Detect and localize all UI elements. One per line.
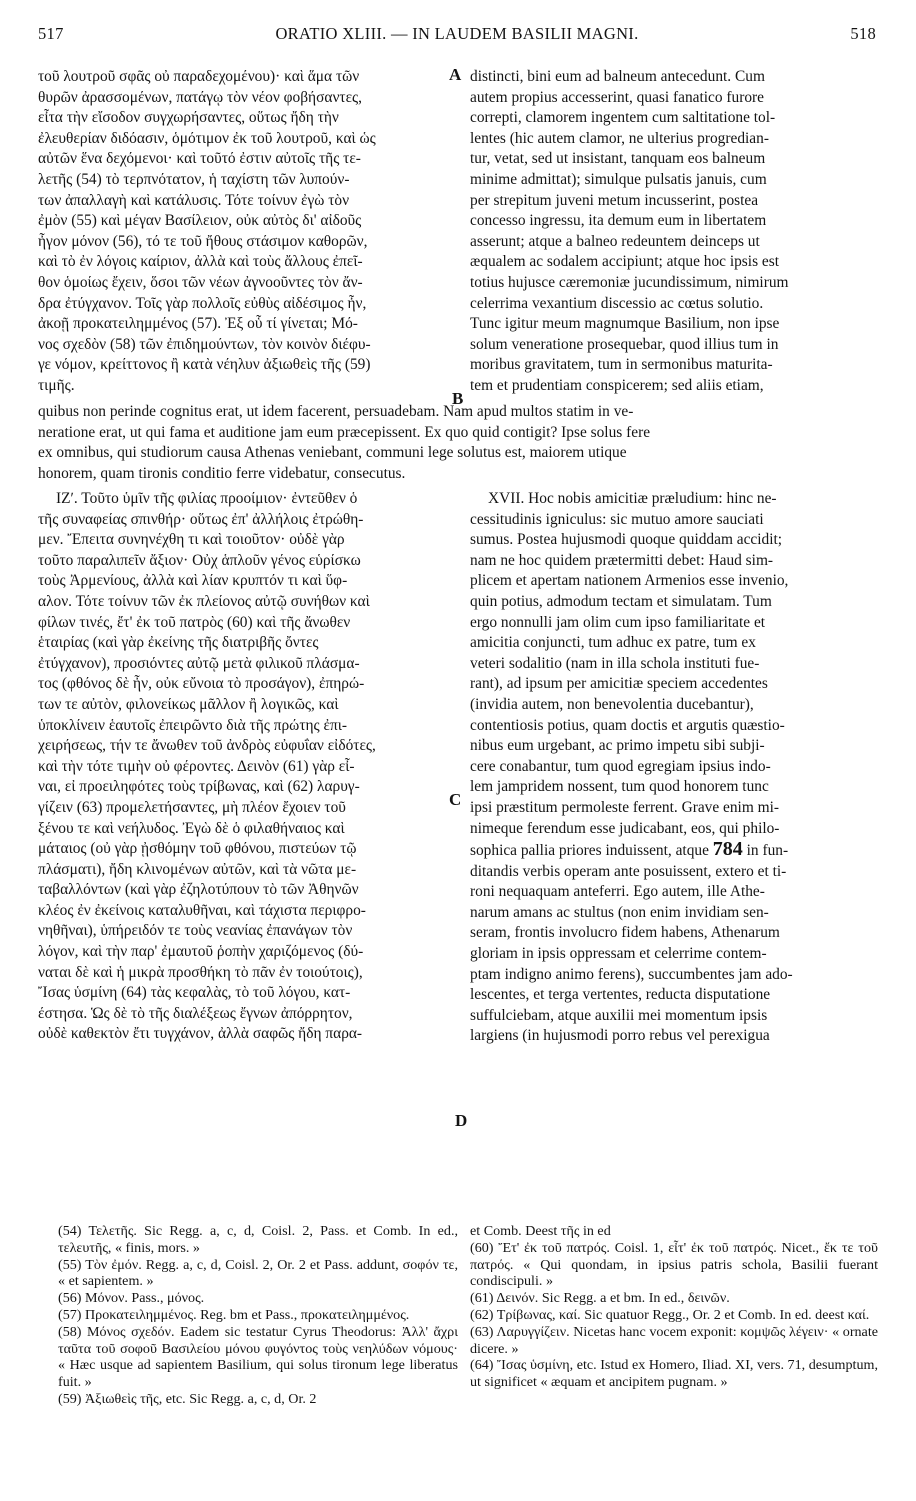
text-line: sumus. Postea hujusmodi quoque quiddam accidit; <box>470 531 783 549</box>
text-line: τος (φθόνος δὲ ἦν, οὐκ εὔνοια τὸ προσάγον), ἐπηρώ- <box>38 675 365 693</box>
text-line: ναται δὲ καὶ ἡ μικρὰ προσθήκη τὸ πᾶν ἐν τοιούτοις), <box>38 963 363 981</box>
latin-column-top <box>470 67 878 397</box>
margin-letter-a: A <box>449 65 462 84</box>
text-line: γίζειν (63) προμελετήσαντες, μὴ πλέον ἔχοιεν τοῦ <box>38 798 346 816</box>
text-line: ἐτύγχανον), προσιόντες αὐτῷ μετὰ φιλικοῦ πλάσμα- <box>38 654 360 672</box>
text-line <box>470 839 878 862</box>
text-line: τιμῆς. <box>38 376 75 394</box>
footnote: (63) Λαρυγγίζειν. Nicetas hanc vocem exponit: κομψῶς λέγειν· « ornate dicere. » <box>470 1323 878 1357</box>
text-line: τῆς συναφείας σπινθήρ· οὕτως ἐπ' ἀλλήλοις ἐτρώθη- <box>38 510 364 528</box>
text-line: concesso ingressu, ita demum eum in libertatem <box>470 212 767 230</box>
text-line: roni nequaquam anteferri. Ego autem, ille Athe- <box>470 883 765 901</box>
footnote: (64) Ἴσας ὑσμίνη, etc. Istud ex Homero, Iliad. XI, vers. 71, desumptum, ut significet « æquam et ancipitem pugnam. » <box>470 1357 878 1391</box>
text-line: θυρῶν ἀρασσομένων, πατάγῳ τὸν νέον φοβήσαντες, <box>38 88 362 106</box>
text-line: cere conabantur, tum quod egregiam ipsius indo- <box>470 757 771 775</box>
text-fragment: sophica pallia priores induissent, atque <box>470 842 709 860</box>
text-line: τοῦ λουτροῦ σφᾶς οὐ παραδεχομένου)· καὶ ἅμα τῶν <box>38 68 360 85</box>
footnote: (61) Δεινόν. Sic Regg. a et bm. In ed., δεινῶν. <box>470 1290 730 1307</box>
text-line: per strepitum juveni metum incusserint, postea <box>470 191 759 209</box>
footnote: et Comb. Deest τῆς in ed <box>470 1223 611 1239</box>
greek-column-top <box>38 67 456 397</box>
text-line: narum amans ac stultus (non enim invidiam sen- <box>470 903 769 921</box>
section-heading-line: XVII. Hoc nobis amicitiæ præludium: hinc ne- <box>488 490 777 507</box>
text-line: ὑποκλίνειν ἑαυτοῖς ἐπειρῶντο διὰ τῆς πρώτης ἐπι- <box>38 716 347 734</box>
page-break-number: 784 <box>712 838 743 861</box>
footnote: (54) Τελετῆς. Sic Regg. a, c, d, Coisl. 2, Pass. et Comb. In ed., τελευτῆς, « finis, mors. » <box>58 1223 458 1256</box>
text-line: celerrima vexantium discessio ac cœtus solutio. <box>470 294 764 312</box>
text-line: ἀκοῇ προκατειλημμένος (57). Ἐξ οὗ τί γίνεται; Μό- <box>38 315 358 333</box>
running-header <box>38 24 876 48</box>
footnote: (59) Ἀξιωθεὶς τῆς, etc. Sic Regg. a, c, d, Or. 2 <box>58 1390 317 1407</box>
footnote: (62) Τρίβωνας, καί. Sic quatuor Regg., Or. 2 et Comb. In ed. deest καί. <box>470 1306 870 1323</box>
text-line: lescentes, et terga vertentes, reducta disputatione <box>470 986 771 1004</box>
text-line: correpti, clamorem ingentem cum saltitatione tol- <box>470 109 776 127</box>
running-title: ORATIO XLIII. — IN LAUDEM BASILII MAGNI. <box>275 24 639 43</box>
text-line: gloriam in ipsis oppressam et celerrime contem- <box>470 945 767 963</box>
text-line: nimeque ferendum esse judicabant, eos, qui philo- <box>470 819 780 837</box>
text-line: Ἴσας ὑσμίνη (64) τὰς κεφαλὰς, τὸ τοῦ λόγου, κατ- <box>38 984 351 1002</box>
text-line: των τε αὐτὸν, φιλονείκως μᾶλλον ἢ λογικῶς, καὶ <box>38 695 339 713</box>
text-line: κλέος ἐν ἐκείνοις καταλυθῆναι, καὶ τάχιστα περιφρο- <box>38 901 366 919</box>
text-line: λόγον, καὶ τὴν παρ' ἐμαυτοῦ ῥοπὴν χαριζόμενος (δύ- <box>38 943 364 961</box>
text-line: τοῦτο παραλιπεῖν ἄξιον· Οὐχ ἁπλοῦν γένος εὑρίσκω <box>38 551 361 569</box>
text-line: distincti, bini eum ad balneum antecedunt. Cum <box>470 68 765 85</box>
text-line: καὶ τὴν τότε τιμὴν οὐ φέροντες. Δεινὸν (61) γὰρ εἶ- <box>38 757 355 775</box>
text-line: minime admittat); simulque pulsatis januis, cum <box>470 170 767 188</box>
text-line: ταβαλλόντων (καὶ γὰρ ἐζηλοτύπουν τὸ τῶν Ἀθηνῶν <box>38 881 359 899</box>
text-line: θον ὁμοίως ἔχειν, ὅσοι τῶν νέων ἀγνοοῦντες τὸν ἄν- <box>38 273 363 291</box>
text-line: ἐλευθερίαν διδόασιν, ὁμότιμον ἐκ τοῦ λουτροῦ, καὶ ὡς <box>38 129 376 147</box>
text-line: cessitudinis igniculus: sic mutuo amore sauciati <box>470 510 764 528</box>
text-line: γε νόμον, κρείττονος ἢ κατὰ νέηλυν ἀξιωθεὶς τῆς (59) <box>38 356 371 374</box>
margin-letter-b: B <box>452 389 464 408</box>
text-line: ditandis verbis operam ante posuissent, extero et ti- <box>470 862 787 880</box>
margin-letter-c: C <box>449 790 462 809</box>
text-line: moribus gravitatem, tum in sermonibus maturita- <box>470 356 773 374</box>
margin-letter-d: D <box>455 1111 468 1130</box>
text-line: (invidia autem, non benevolentia ducebantur), <box>470 695 754 713</box>
footnotes-right <box>470 1223 878 1391</box>
text-line: ipsi præstitum permoleste ferrent. Grave enim mi- <box>470 798 780 816</box>
text-line: ἦγον μόνον (56), τό τε τοῦ ἤθους στάσιμον καθορῶν, <box>38 232 368 250</box>
text-line: quibus non perinde cognitus erat, ut idem facerent, persuadebam. Nam apud multos statim in ve- <box>38 403 634 420</box>
text-line: largiens (in hujusmodi porro rebus vel perexigua <box>470 1027 770 1045</box>
text-line: μάταιος (οὐ γὰρ ᾐσθόμην τοῦ φθόνου, πιστεύων τῷ <box>38 840 357 858</box>
text-line: solum veneratione prosequebar, quod illius tum in <box>470 335 779 353</box>
text-line: seram, frontis involucro fidem habens, Athenarum <box>470 924 780 942</box>
text-line: ἐμὸν (55) καὶ μέγαν Βασίλειον, οὐκ αὐτὸς δι' αἰδοῦς <box>38 212 362 230</box>
text-fragment: in fun- <box>746 842 789 860</box>
text-line: ἑταιρίας (καὶ γὰρ ἐκείνης τῆς διατριβῆς ὄντες <box>38 634 319 652</box>
footnote: (57) Προκατειλημμένος. Reg. bm et Pass., προκατειλημμένος. <box>58 1306 410 1323</box>
footnote: (55) Τὸν ἐμόν. Regg. a, c, d, Coisl. 2, Or. 2 et Pass. addunt, σοφόν τε, « et sapientem. » <box>58 1256 458 1290</box>
latin-column-bottom <box>470 489 878 1047</box>
text-line: suffulciebam, atque auxilii mei momentum ipsis <box>470 1006 768 1024</box>
section-heading-line: ΙΖʹ. Τοῦτο ὑμῖν τῆς φιλίας προοίμιον· ἐντεῦθεν ὁ <box>56 490 358 507</box>
text-line: δρα ἐτύγχανον. Τοῖς γὰρ πολλοῖς εὐθὺς αἰδέσιμος ἦν, <box>38 294 367 312</box>
text-line: εἶτα τὴν εἴσοδον συγχωρήσαντες, οὕτως ἤδη τὴν <box>38 109 339 127</box>
text-line: ptam indigno animo ferens), succumbentes jam ado- <box>470 965 793 983</box>
text-line: neratione erat, ut qui fama et auditione jam eum præcepissent. Ex quo quid contigit? Ipse solus fere <box>38 423 651 441</box>
text-line: nibus eum urgebant, ac primo impetu sibi subji- <box>470 737 765 755</box>
text-line: lentes (hic autem clamor, ne ulterius progredian- <box>470 129 769 147</box>
text-line: nam ne hoc quidem prætermitti debet: Haud sim- <box>470 551 774 569</box>
latin-full-width <box>38 402 878 484</box>
text-line: αλον. Τότε τοίνυν τῶν ἐκ πλείονος αὐτῷ συνήθων καὶ <box>38 592 370 610</box>
text-line: tem et prudentiam conspicerem; sed aliis etiam, <box>470 376 764 394</box>
text-line: lem jampridem nossent, tum quod honorem tunc <box>470 778 769 796</box>
text-line: quin potius, admodum tectam et simulatam. Tum <box>470 592 772 610</box>
text-line: ναι, εἰ προειληφότες τοὺς τρίβωνας, καὶ (62) λαρυγ- <box>38 778 360 796</box>
text-line: φίλων τινές, ἔτ' ἐκ τοῦ πατρὸς (60) καὶ τῆς ἄνωθεν <box>38 613 351 631</box>
text-line: ξένου τε καὶ νεήλυδος. Ἐγὼ δὲ ὁ φιλαθήναιος καὶ <box>38 819 345 837</box>
text-line: autem propius accesserint, quasi fanatico furore <box>470 88 765 106</box>
text-line: έστησα. Ὡς δὲ τὸ τῆς διαλέξεως ἔγνων ἀπόρρητον, <box>38 1004 353 1022</box>
text-line: tur, vetat, sed ut insistant, tanquam eos balneum <box>470 150 766 168</box>
text-line: veteri sodalitio (nam in illa schola instituti fue- <box>470 654 760 672</box>
text-line: πλάσματι), ἤδη κλινομένων αὐτῶν, καὶ τὰ νῶτα με- <box>38 860 357 878</box>
text-line: rant), ad ipsum per amicitiæ speciem accedentes <box>470 675 768 693</box>
text-line: καὶ τὸ ἐν λόγοις καίριον, ἀλλὰ καὶ τοὺς ἄλλους ἐπεῖ- <box>38 253 363 271</box>
footnote: (56) Μόνον. Pass., μόνος. <box>58 1290 205 1307</box>
greek-column-bottom <box>38 489 456 1045</box>
page-number-right: 518 <box>850 24 876 43</box>
text-line: αὐτῶν ἕνα δεχόμενοι· καὶ τοῦτό ἐστιν αὐτοῖς τῆς τε- <box>38 150 361 168</box>
text-line: contentiosis potius, quam doctis et argutis quæstio- <box>470 716 785 734</box>
text-line: λετῆς (54) τὸ τερπνότατον, ἡ ταχίστη τῶν λυπούν- <box>38 170 350 188</box>
text-line: æqualem ac sodalem accipiunt; atque hoc ipsis est <box>470 253 780 271</box>
text-line: τοὺς Ἀρμενίους, ἀλλὰ καὶ λίαν κρυπτόν τι καὶ ὕφ- <box>38 572 348 590</box>
text-line: Tunc igitur meum magnumque Basilium, non ipse <box>470 315 780 333</box>
text-line: νηθῆναι), ὑπήρειδόν τε τοὺς νεανίας ἐπανάγων τὸν <box>38 922 353 940</box>
page-number-left: 517 <box>38 24 64 43</box>
text-line: νος σχεδὸν (58) τῶν ἐπιδημούντων, τὸν κοινὸν διέφυ- <box>38 335 371 353</box>
text-line: honorem, quam tironis conditio ferre videbatur, consecutus. <box>38 464 406 482</box>
text-line: plicem et apertam nationem Armenios esse invenio, <box>470 572 789 590</box>
footnotes-left <box>58 1223 458 1408</box>
text-line: οὐδὲ καθεκτὸν ἔτι τυγχάνον, ἀλλὰ σαφῶς ἤδη παρα- <box>38 1025 363 1043</box>
text-line: asserunt; atque a balneo redeuntem deinceps ut <box>470 232 760 250</box>
text-line: των ἀπαλλαγὴ καὶ κατάλυσις. Τότε τοίνυν ἐγὼ τὸν <box>38 191 350 209</box>
footnote: (60) Ἔτ' ἐκ τοῦ πατρός. Coisl. 1, εἶτ' ἐκ τοῦ πατρός. Nicet., ἔκ τε τοῦ πατρός. « Qui quondam, in ipsius patris schola, Basilii fuerant condiscipuli. » <box>470 1239 878 1290</box>
text-line: ex omnibus, qui studiorum causa Athenas veniebant, communi lege solutus est, maiorem utique <box>38 444 627 462</box>
text-line: amicitia conjuncti, tum adhuc ex patre, tum ex <box>470 634 756 652</box>
footnote: (58) Μόνος σχεδόν. Eadem sic testatur Cyrus Theodorus: Ἀλλ' ἄχρι ταῦτα τοῦ σοφοῦ Βασιλείου μόνου φυγόντος τοὺς νεηλύδων νόμους· « Hæc usque ad sapientem Basilium, qui solus tironum lege liberatus fuit. » <box>58 1323 458 1391</box>
text-line: μεν. Ἔπειτα συνηνέχθη τι καὶ τοιοῦτον· οὐδὲ γὰρ <box>38 531 345 549</box>
text-line: totius hujusce cæremoniæ jucundissimum, nimirum <box>470 273 789 291</box>
text-line: ergo nonnulli jam olim cum ipso familiaritate et <box>470 613 766 631</box>
text-line: χειρήσεως, τήν τε ἄνωθεν τοῦ ἀνδρὸς εὐφυΐαν εἰδότες, <box>38 737 376 755</box>
